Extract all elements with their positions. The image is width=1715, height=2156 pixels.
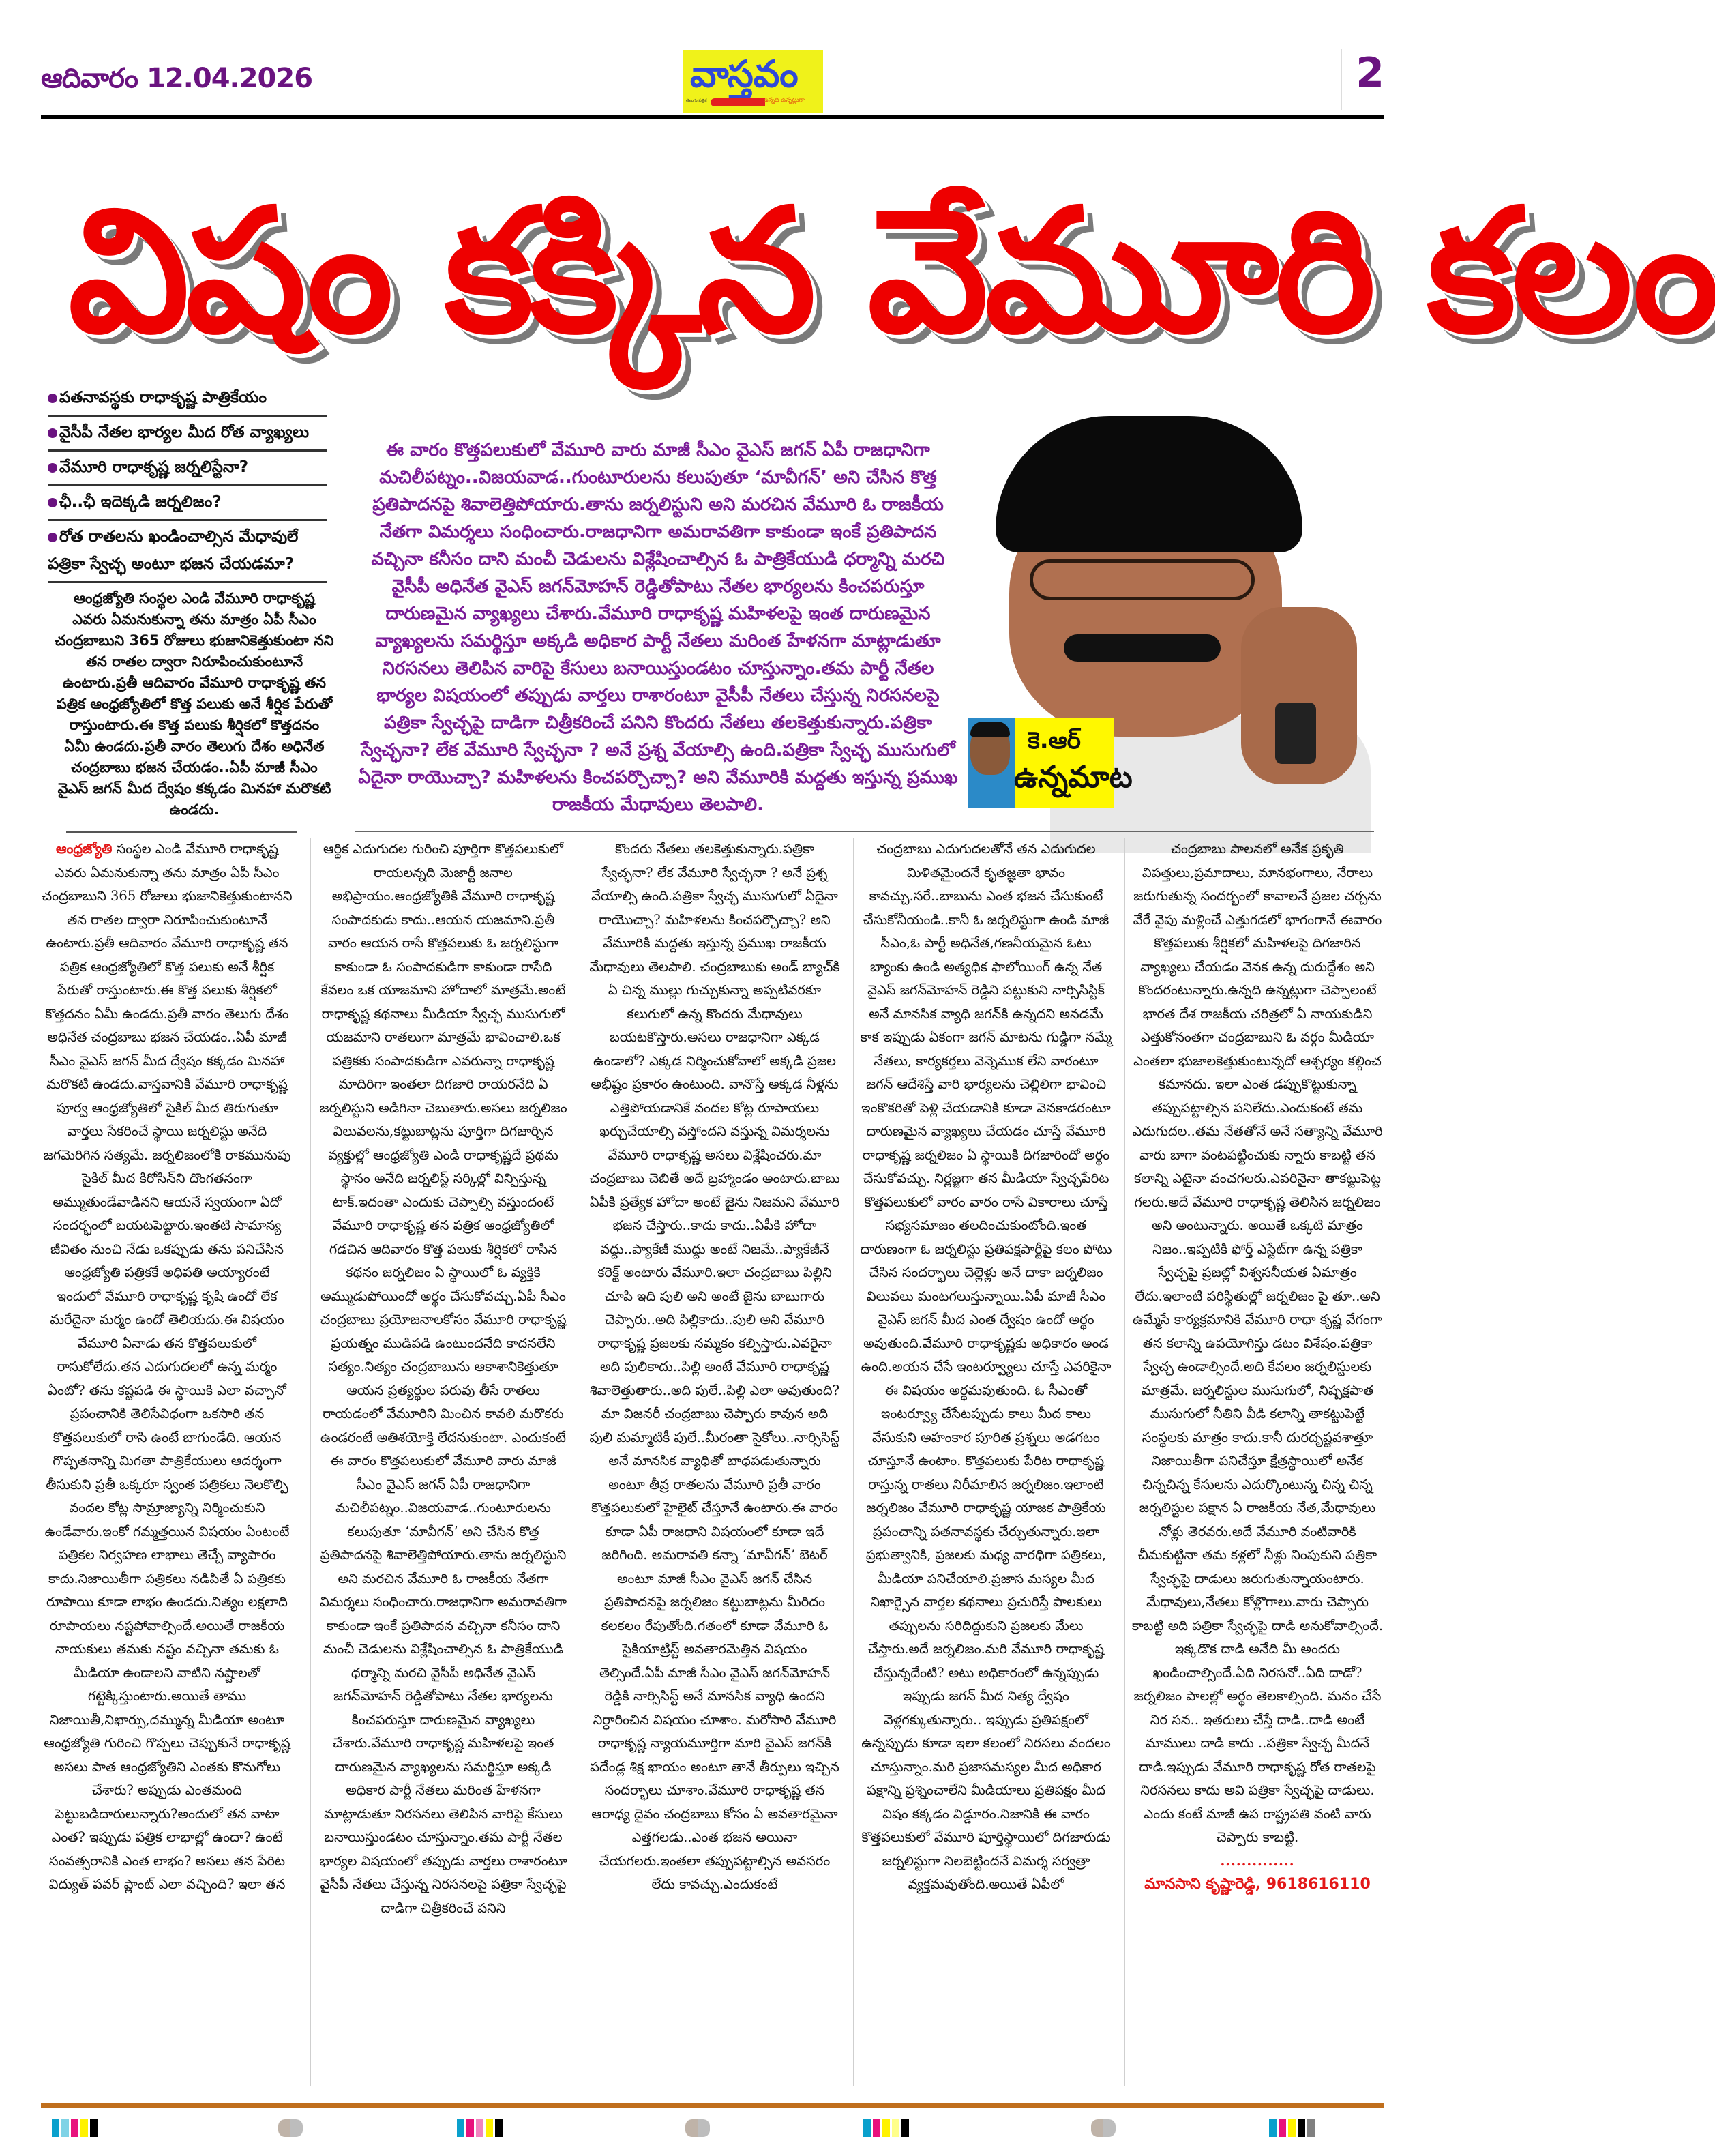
color-swatch bbox=[495, 2119, 503, 2137]
pen-icon bbox=[711, 98, 765, 106]
highlight-item: రోత రాతలను ఖండించాల్సిన మేధావులే bbox=[48, 521, 327, 548]
article-column-1 bbox=[41, 838, 293, 2086]
article-text: సంస్థల ఎండి వేమూరి రాధాకృష్ణ ఎవరు ఏమనుకున్నా తను మాత్రం ఏపీ సీఎం చంద్రబాబుని 365 రోజులు భుజానికెత్తుకుంటానని తన రాతల ద్వారా నిరూపించుకుంటూనే ఉంటారు.ప్రతీ ఆదివారం వేమూరి రాధాకృష్ణ తన పత్రిక ఆంధ్రజ్యోతిలో కొత్త పలుకు అనే శీర్షిక పేరుతో రాస్తుంటారు.ఈ కొత్త పలుకు శీర్షికలో కొత్తదనం ఏమీ ఉండదు.ప్రతీ వారం తెలుగు దేశం అధినేత చంద్రబాబు భజన చేయడం..ఏపీ మాజీ సీఎం వైఎస్ జగన్ మీద ద్వేషం కక్కడం మినహా మరొకటి ఉండదు.వాస్తవానికి వేమూరి రాధాకృష్ణ పూర్వ ఆంధ్రజ్యోతిలో సైకిల్ మీద తిరుగుతూ వార్తలు సేకరించే స్థాయి జర్నలిస్టు అనేది జగమెరిగిన సత్యమే. జర్నలిజంలోకి రాకమునుపు సైకిల్ మీద కిరోసిన్‌ని దొంగతనంగా అమ్ముతుండేవాడినని ఆయనే స్వయంగా ఏదో సందర్భంలో బయటపెట్టారు.ఇంతటి సామాన్య జీవితం నుంచి నేడు ఒకప్పుడు తను పనిచేసిన ఆంధ్రజ్యోతి పత్రికకే అధిపతి అయ్యారంటే ఇందులో వేమూరి రాధాకృష్ణ కృషి ఉందో లేక మరేదైనా మర్మం ఉందో తెలియదు.ఈ విషయం వేమూరి ఏనాడు తన కొత్తపలుకులో రాసుకోలేదు.తన ఎదుగుదలలో ఉన్న మర్మం ఏంటో? తను కష్టపడి ఈ స్థాయికి ఎలా వచ్చానో ప్రపంచానికి తెలిసేవిధంగా ఒకసారి తన కొత్తపలుకులో రాసి ఉంటే బాగుండేది. ఆయన గొప్పతనాన్ని మిగతా పాత్రికేయులు ఆదర్శంగా తీసుకుని ప్రతీ ఒక్కరూ స్వంత పత్రికలు నెలకొల్పి వందల కోట్ల సామ్రాజ్యాన్ని నిర్మించుకుని ఉండేవారు.ఇంకో గమ్మత్తయిన విషయం ఏంటంటే పత్రికల నిర్వహణ లాభాలు తెచ్చే వ్యాపారం కాదు.నిజాయితీగా పత్రికలు నడిపితే ఏ పత్రికకు రూపాయి కూడా లాభం ఉండదు.నిత్యం లక్షలాది రూపాయలు నష్టపోవాల్సిందే.అయితే రాజకీయ నాయకులు తమకు నష్టం వచ్చినా తమకు ఓ మీడియా ఉండాలని వాటిని నష్టాలతో గట్టెక్కిస్తుంటారు.అయితే తాము నిజాయితీ,నిఖార్సు,దమ్మున్న మీడియా అంటూ ఆంధ్రజ్యోతి గురించి గొప్పలు చెప్పుకునే రాధాకృష్ణ అసలు పాత ఆంధ్రజ్యోతిని ఎంతకు కొనుగోలు చేశారు? అప్పుడు ఎంతమంది పెట్టుబడిదారులున్నారు?అందులో తన వాటా ఎంత? ఇప్పుడు పత్రిక లాభాల్లో ఉందా? ఉంటే సంవత్సరానికి ఎంత లాభం? అసలు తన పేరిట విద్యుత్ పవర్ ప్లాంట్ ఎలా వచ్చింది? ఇలా తన bbox=[42, 841, 293, 1892]
columnist-badge bbox=[968, 718, 1133, 808]
highlight-item: ఛీ..ఛీ ఇదెక్కడి జర్నలిజం? bbox=[48, 486, 327, 521]
color-registration-bar bbox=[52, 2119, 98, 2137]
page-number: 2 bbox=[1356, 49, 1384, 97]
columnist-name: కె.ఆర్ bbox=[1028, 727, 1081, 754]
color-swatch bbox=[80, 2119, 88, 2137]
color-swatch bbox=[1279, 2119, 1286, 2137]
article-column-2 bbox=[317, 838, 569, 2086]
bullet-dot-icon bbox=[48, 498, 57, 507]
footer-rule bbox=[41, 2103, 1384, 2108]
highlight-item-continued: పత్రికా స్వేచ్ఛ అంటూ భజన చేయడమా? bbox=[48, 548, 327, 583]
signoff-dots: .............. bbox=[1220, 1852, 1295, 1869]
section-rule bbox=[355, 831, 1374, 832]
color-swatch bbox=[61, 2119, 69, 2137]
article-column-4 bbox=[860, 838, 1112, 2086]
bullet-dot-icon bbox=[48, 428, 57, 438]
registration-oval bbox=[278, 2119, 303, 2137]
color-swatch bbox=[1298, 2119, 1305, 2137]
article-body bbox=[41, 838, 1388, 2086]
color-swatch bbox=[901, 2119, 909, 2137]
bullet-dot-icon bbox=[48, 394, 57, 403]
color-swatch bbox=[863, 2119, 871, 2137]
logo-name: వాస్తవం bbox=[690, 53, 799, 95]
color-swatch bbox=[486, 2119, 493, 2137]
lead-paragraph: ఈ వారం కొత్తపలుకులో వేమూరి వారు మాజీ సీఎం వైఎస్ జగన్ ఏపీ రాజధానిగా మచిలీపట్నం..విజయవాడ..గుంటూరులను కలుపుతూ ‘మావీగన్’ అని చేసిన కొత్త ప్రతిపాదనపై శివాలెత్తిపోయారు.తాను జర్నలిస్టుని అని మరచిన వేమూరి ఓ రాజకీయ నేతగా విమర్శలు సంధించారు.రాజధానిగా అమరావతిగా కాకుండా ఇంకే ప్రతిపాదన వచ్చినా కనీసం దాని మంచీ చెడులను విశ్లేషించాల్సిన ఓ పాత్రికేయుడి ధర్మాన్ని మరచి వైసీపీ అధినేత వైఎస్ జగన్‌మోహన్ రెడ్డితోపాటు నేతల భార్యలను కించపరుస్తూ దారుణమైన వ్యాఖ్యలు చేశారు.వేమూరి రాధాకృష్ణ మహిళలపై ఇంత దారుణమైన వ్యాఖ్యలను సమర్థిస్తూ అక్కడి అధికార పార్టీ నేతలు మరింత హేళనగా మాట్లాడుతూ నిరసనలు తెలిపిన వారిపై కేసులు బనాయిస్తుండటం చూస్తున్నాం.తమ పార్టీ నేతల భార్యల విషయంలో తప్పుడు వార్తలు రాశారంటూ వైసీపీ నేతలు చేస్తున్న నిరసనలపై పత్రికా స్వేచ్ఛపై దాడిగా చిత్రీకరించే పనిని కొందరు నేతలు తలకెత్తుకున్నారు.పత్రికా స్వేచ్ఛనా? లేక వేమూరి స్వేచ్ఛనా ? అనే ప్రశ్న వేయాల్సి ఉంది.పత్రికా స్వేచ్ఛ ముసుగులో ఏదైనా రాయొచ్చా? మహిళలను కించపర్చొచ్చా? అని వేమూరికి మద్దతు ఇస్తున్న ప్రముఖ రాజకీయ మేధావులు తెలపాలి. bbox=[358, 440, 958, 815]
article-column-5 bbox=[1131, 838, 1384, 2086]
highlight-item: పతనావస్థకు రాధాకృష్ణ పాత్రికేయం bbox=[48, 382, 327, 417]
columnist-portrait bbox=[968, 718, 1015, 808]
logo-small-text: తెలుగు పత్రిక bbox=[686, 98, 707, 103]
column-title: ఉన్నమాట bbox=[1014, 760, 1133, 795]
color-registration-bar bbox=[457, 2119, 503, 2137]
color-swatch bbox=[1269, 2119, 1277, 2137]
newspaper-logo bbox=[683, 50, 823, 113]
registration-oval bbox=[685, 2119, 710, 2137]
registration-oval bbox=[1091, 2119, 1116, 2137]
highlight-item: వేమూరి రాధాకృష్ణ జర్నలిస్టేనా? bbox=[48, 452, 327, 486]
color-swatch bbox=[1307, 2119, 1315, 2137]
issue-date: ఆదివారం 12.04.2026 bbox=[41, 63, 313, 94]
article-text: కొందరు నేతలు తలకెత్తుకున్నారు.పత్రికా స్వేచ్ఛనా? లేక వేమూరి స్వేచ్ఛనా ? అనే ప్రశ్న వేయాల్సి ఉంది.పత్రికా స్వేచ్ఛ ముసుగులో ఏదైనా రాయొచ్చా? మహిళలను కించపర్చొచ్చా? అని వేమూరికి మద్దతు ఇస్తున్న ప్రముఖ రాజకీయ మేధావులు తెలపాలి. చంద్రబాబుకు అండ్ బ్యాచ్‌కి ఏ చిన్న ముల్లు గుచ్చుకున్నా అప్పటివరకూ కలుగులో ఉన్న కొందరు మేధావులు బయటకొస్తారు.అసలు రాజధానిగా ఎక్కడ ఉండాలో? ఎక్కడ నిర్మించుకోవాలో అక్కడి ప్రజల అభీష్టం ప్రకారం ఉంటుంది. వానొస్తే అక్కడ నీళ్లను ఎత్తిపోయడానికే వందల కోట్ల రూపాయలు ఖర్చుచేయాల్సి వస్తోందని వస్తున్న విమర్శలను వేమూరి రాధాకృష్ణ అసలు విశ్లేషించరు.మా చంద్రబాబు చెబితే అదే బ్రహ్మాండం అంటారు.బాబు ఏపీకి ప్రత్యేక హోదా అంటే జైను నిజమని వేమూరి భజన చేస్తారు..కాదు కాదు..ఏపీకి హోదా వద్దు..ప్యాకేజీ ముద్దు అంటే నిజమే..ప్యాకేజీనే కరెక్ట్ అంటారు వేమూరి.ఇలా చంద్రబాబు పిల్లిని చూపి ఇది పులి అని అంటే జైను బాబుగారు చెప్పారు..అది పిల్లికాదు..పులి అని వేమూరి రాధాకృష్ణ ప్రజలకు నమ్మకం కల్పిస్తారు.ఎవరైనా అది పులికాదు..పిల్లి అంటే వేమూరి రాధాకృష్ణ శివాలెత్తుతారు..అది పులే..పిల్లి ఎలా అవుతుంది? మా విజనరీ చంద్రబాబు చెప్పారు కావున అది పులి మమ్మాటికీ పులే..మీరంతా సైకోలు..నార్సిసిస్ట్ అనే మానసిక వ్యాధితో బాధపడుతున్నారు అంటూ తీవ్ర రాతలను వేమూరి ప్రతీ వారం కొత్తపలుకులో హైలైట్ చేస్తూనే ఉంటారు.ఈ వారం కూడా ఏపీ రాజధాని విషయంలో కూడా ఇదే జరిగింది. అమరావతి కన్నా ‘మావీగన్’ బెటర్ అంటూ మాజీ సీఎం వైఎస్ జగన్ చేసిన ప్రతిపాదనపై జర్నలిజం కట్టుబాట్లను మీరిదం కలకలం రేపుతోంది.గతంలో కూడా వేమూరి ఓ సైకియాట్రిస్ట్ అవతారమెత్తిన విషయం తెల్సిందే.ఏపీ మాజీ సీఎం వైఎస్ జగన్‌మోహన్ రెడ్డికి నార్సిసిస్ట్ అనే మానసిక వ్యాధి ఉందని నిర్ధారించిన విషయం చూశాం. మరోసారి వేమూరి రాధాకృష్ణ న్యాయమూర్తిగా మారి వైఎస్ జగన్‌కి పదేండ్ల శిక్ష ఖాయం అంటూ తానే తీర్పులు ఇచ్చిన సందర్భాలు చూశాం.వేమూరి రాధాకృష్ణ తన ఆరాధ్య దైవం చంద్రబాబు కోసం ఏ అవతారమైనా ఎత్తగలడు..ఎంత భజన అయినా చేయగలరు.ఇంతలా తప్పుపట్టాల్సిన అవసరం లేదు కావచ్చు.ఎందుకంటే bbox=[589, 841, 840, 1892]
color-swatch bbox=[466, 2119, 474, 2137]
color-swatch bbox=[873, 2119, 880, 2137]
color-swatch bbox=[476, 2119, 483, 2137]
masthead-rule bbox=[41, 115, 1384, 119]
highlights-list bbox=[48, 382, 327, 583]
column-divider bbox=[310, 838, 311, 2086]
article-text: చంద్రబాబు పాలనలో అనేక ప్రకృతి విపత్తులు,ప్రమాదాలు, మానభంగాలు, నేరాలు జరుగుతున్న సందర్భంలో కావాలనే ప్రజల చర్చను వేరే వైపు మళ్లించే ఎత్తుగడలో భాగంగానే ఈవారం కొత్తపలుకు శీర్షికలో మహిళలపై దిగజారిన వ్యాఖ్యలు చేయడం వెనక ఉన్న దురుద్దేశం అని కొందరంటున్నారు.ఉన్నది ఉన్నట్లుగా చెప్పాలంటే భారత దేశ రాజకీయ చరిత్రలో ఏ నాయకుడిని ఎత్తుకోనంతగా చంద్రబాబుని ఓ వర్గం మీడియా ఎంతలా భుజాలకెత్తుకుంటున్నదో ఆశ్చర్యం కల్గించ కమానదు. ఇలా ఎంత డప్పుకొట్టుకున్నా తప్పుపట్టాల్సిన పనిలేదు.ఎందుకంటే తమ ఎదుగుదల..తమ నేతతోనే అనే సత్యాన్ని వేమూరి వారు బాగా వంటపట్టించుకు న్నారు కాబట్టి తన కలాన్ని ఎటైనా వంచగలరు.ఎవరినైనా తాకట్టుపెట్ట గలరు.అదే వేమూరి రాధాకృష్ణ తెలిసిన జర్నలిజం అని అంటున్నారు. అయితే ఒక్కటి మాత్రం నిజం..ఇప్పటికి ఫోర్త్ ఎస్టేట్‌గా ఉన్న పత్రికా స్వేచ్ఛపై ప్రజల్లో విశ్వసనీయత ఏమాత్రం లేదు.ఇలాంటి పరిస్థితుల్లో జర్నలిజం పై తూ..అని ఉమ్మేసే కార్యక్రమానికి వేమూరి రాధా కృష్ణ వేగంగా తన కలాన్ని ఉపయోగిస్తు డటం విశేషం.పత్రికా స్వేచ్ఛ ఉండాల్సిందే.అది కేవలం జర్నలిస్టులకు మాత్రమే. జర్నలిస్టుల ముసుగులో, నిష్పక్షపాత ముసుగులో నీతిని వీడి కలాన్ని తాకట్టుపెట్టే సంస్థలకు మాత్రం కాదు.కానీ దురదృష్టవశాత్తూ నిజాయితీగా పనిచేస్తూ క్షేత్రస్థాయిలో అనేక చిన్నచిన్న కేసులను ఎదుర్కొంటున్న చిన్న చిన్న జర్నలిస్టుల పక్షాన ఏ రాజకీయ నేత,మేధావులు నోళ్లు తెరవరు.అదే వేమూరి వంటివారికి చీమకుట్టినా తమ కళ్లలో నీళ్లు నింపుకుని పత్రికా స్వేచ్ఛపై దాడులు జరుగుతున్నాయంటారు. మేధావులు,నేతలు కోళ్లొగాలు.వారు చెప్పారు కాబట్టి అది పత్రికా స్వేచ్ఛపై దాడి అనుకోవాల్సిందే. ఇక్కడొక దాడి అనేది మీ అందరు ఖండించాల్సిందే.ఏది నిరసనో..ఏది దాడో? జర్నలిజం పాలల్లో అర్థం తెలకాల్సింది. మనం చేసే నిర సన.. ఇతరులు చేస్తే దాడి..దాడి అంటే మాములు దాడి కాదు ..పత్రికా స్వేచ్ఛ మీదనే దాడి.ఇప్పుడు వేమూరి రాధాకృష్ణ రోత రాతలపై నిరసనలు కాదు అవి పత్రికా స్వేచ్ఛపై దాడులు. ఎందు కంటే మాజీ ఉప రాష్ట్రపతి వంటి వారు చెప్పారు కాబట్టి. bbox=[1131, 841, 1384, 1845]
article-column-3 bbox=[588, 838, 841, 2086]
highlight-item: వైసీపీ నేతల భార్యల మీద రోత వ్యాఖ్యలు bbox=[48, 417, 327, 452]
headline: విషం కక్కిన వేమూరి కలం bbox=[68, 172, 1715, 370]
page-number-divider bbox=[1341, 49, 1342, 110]
article-lead-word: ఆంధ్రజ్యోతి bbox=[55, 841, 113, 857]
column-divider bbox=[853, 838, 854, 2086]
author-signoff: మానసాని కృష్ణారెడ్డి, 9618616110 bbox=[1144, 1876, 1371, 1893]
column-divider bbox=[1124, 838, 1125, 2086]
bullet-dot-icon bbox=[48, 533, 57, 542]
color-swatch bbox=[1288, 2119, 1296, 2137]
article-text: చంద్రబాబు ఎదుగుదలతోనే తన ఎదుగుదల మిళితమైందనే కృతజ్ఞతా భావం కావచ్చు.సరే..బాబును ఎంత భజన చేసుకుంటే చేసుకోనీయండి..కానీ ఓ జర్నలిస్టుగా ఉండి మాజీ సీఎం,ఓ పార్టీ అధినేత,గణనీయమైన ఓటు బ్యాంకు ఉండి అత్యధిక ఫాలోయింగ్ ఉన్న నేత వైఎస్ జగన్‌మోహన్ రెడ్డిని పట్టుకుని నార్సిసిస్టిక్ అనే మానసిక వ్యాధి జగన్‌కి ఉన్నదని అనడమే కాక ఇప్పుడు ఏకంగా జగన్ మాటను గుడ్డిగా నమ్మే నేతలు, కార్యకర్తలు వెన్నెముక లేని వారంటూ జగన్ ఆదేశిస్తే వారి భార్యలను చెల్లిలిగా భావించి ఇంకొకరితో పెళ్లి చేయడానికి కూడా వెనకాడరంటూ దారుణమైన వ్యాఖ్యలు చేయడం చూస్తే వేమూరి రాధాకృష్ణ జర్నలిజం ఏ స్థాయికి దిగజారిందో అర్థం చేసుకోవచ్చు. నిర్లజ్జగా తన మీడియా స్వేచ్ఛపేరిట కొత్తపలుకులో వారం వారం రాసే వికారాలు చూస్తే సభ్యసమాజం తలదించుకుంటోంది.ఇంత దారుణంగా ఓ జర్నలిస్టు ప్రతిపక్షపార్టీపై కలం పోటు చేసిన సందర్భాలు చెల్లెళ్లు అనే దాకా జర్నలిజం విలువలు మంటగలుస్తున్నాయి.ఏపీ మాజీ సీఎం వైఎస్ జగన్ మీద ఎంత ద్వేషం ఉందో అర్థం అవుతుంది.వేమూరి రాధాకృష్ణకు అధికారం అండ ఉంది.అయన చేసే ఇంటర్వ్యూలు చూస్తే ఎవరికైనా ఈ విషయం అర్థమవుతుంది. ఓ సీఎంతో ఇంటర్వ్యూ చేసేటప్పుడు కాలు మీద కాలు వేసుకుని అహంకార పూరిత ప్రశ్నలు అడగటం చూస్తూనే ఉంటాం. కొత్తపలుకు పేరిట రాధాకృష్ణ రాస్తున్న రాతలు నిరీమాలిన జర్నలిజం.ఇలాంటి జర్నలిజం వేమూరి రాధాకృష్ణ యాజక పాత్రికేయ ప్రపంచాన్ని పతనావస్థకు చేర్చుతున్నారు.ఇలా ప్రభుత్వానికి, ప్రజలకు మధ్య వారధిగా పత్రికలు, మీడియా పనిచేయాలి.ప్రజాస మస్యల మీద నిఖార్సైన వార్తల కథనాలు ప్రచురిస్తే పాలకులు తప్పులను సరిదిద్దుకుని ప్రజలకు మేలు చేస్తారు.అదే జర్నలిజం.మరి వేమూరి రాధాకృష్ణ చేస్తున్నదేంటి? అటు అధికారంలో ఉన్నప్పుడు ఇప్పుడు జగన్ మీద నిత్య ద్వేషం వెళ్లగక్కుతున్నారు.. ఇప్పుడు ప్రతిపక్షంలో ఉన్నప్పుడు కూడా ఇలా కలంలో నిరసలు వందలం చూస్తున్నాం.మరి ప్రజాసమస్యల మీద అధికార పక్షాన్ని ప్రశ్నించాలేని మీడియాలు ప్రతిపక్షం మీద విషం కక్కడం విడ్డూరం.నిజానికి ఈ వారం కొత్తపలుకులో వేమూరి పూర్తిస్థాయిలో దిగజారుడు జర్నలిస్టుగా నిలబెట్టిందనే విమర్శ సర్వత్రా వ్యక్తమవుతోంది.అయితే ఏపీలో bbox=[860, 841, 1112, 1892]
color-swatch bbox=[52, 2119, 59, 2137]
color-swatch bbox=[457, 2119, 464, 2137]
masthead bbox=[41, 41, 1384, 117]
color-swatch bbox=[882, 2119, 890, 2137]
article-text: ఆర్థిక ఎదుగుదల గురించి పూర్తిగా కొత్తపలుకులో రాయలన్నది మెజార్టీ జనాల అభిప్రాయం.ఆంధ్రజ్యోతికి వేమూరి రాధాకృష్ణ సంపాదకుడు కాదు..ఆయన యజమాని.ప్రతీ వారం ఆయన రాసే కొత్తపలుకు ఓ జర్నలిస్టుగా కాకుండా ఓ సంపాదకుడిగా కాకుండా రాసేది కేవలం ఒక యాజమాని హోదాలో మాత్రమే.అంటే రాధాకృష్ణ కథనాలు మీడియా స్వేచ్ఛ ముసుగులో యజమాని రాతలుగా మాత్రమే భావించాలి.ఒక పత్రికకు సంపాదకుడిగా ఎవరున్నా రాధాకృష్ణ మాదిరిగా ఇంతలా దిగజారి రాయరనేది ఏ జర్నలిస్టుని అడిగినా చెబుతారు.అసలు జర్నలిజం విలువలను,కట్టుబాట్లను పూర్తిగా దిగజార్చిన వ్యక్తుల్లో ఆంధ్రజ్యోతి ఎండి రాధాకృష్ణదే ప్రథమ స్థానం అనేది జర్నలిస్ట్ సర్కిల్లో విన్పిస్తున్న టాక్.ఇదంతా ఎందుకు చెప్పాల్సి వస్తుందంటే వేమూరి రాధాకృష్ణ తన పత్రిక ఆంధ్రజ్యోతిలో గడచిన ఆదివారం కొత్త పలుకు శీర్షికలో రాసిన కథనం జర్నలిజం ఏ స్థాయిలో ఓ వ్యక్తికి అమ్ముడుపోయిందో అర్థం చేసుకోవచ్చు.ఏపీ సీఎం చంద్రబాబు ప్రయోజనాలకోసం వేమూరి రాధాకృష్ణ ప్రయత్నం ముడిపడి ఉంటుందనేది కాదనలేని సత్యం.నిత్యం చంద్రబాబును ఆకాశానికెత్తుతూ ఆయన ప్రత్యర్థుల పరువు తీసే రాతలు రాయడంలో వేమూరిని మించిన కావలి మరొకరు ఉండరంటే అతిశయోక్తి లేదనుకుంటా. ఎందుకంటే ఈ వారం కొత్తపలుకులో వేమూరి వారు మాజీ సీఎం వైఎస్ జగన్ ఏపీ రాజధానిగా మచిలీపట్నం..విజయవాడ..గుంటూరులను కలుపుతూ ‘మావీగన్’ అని చేసిన కొత్త ప్రతిపాదనపై శివాలెత్తిపోయారు.తాను జర్నలిస్టుని అని మరచిన వేమూరి ఓ రాజకీయ నేతగా విమర్శలు సంధించారు.రాజధానిగా అమరావతిగా కాకుండా ఇంకే ప్రతిపాదన వచ్చినా కనీసం దాని మంచీ చెడులను విశ్లేషించాల్సిన ఓ పాత్రికేయుడి ధర్మాన్ని మరచి వైసీపీ అధినేత వైఎస్ జగన్‌మోహన్ రెడ్డితోపాటు నేతల భార్యలను కించపరుస్తూ దారుణమైన వ్యాఖ్యలు చేశారు.వేమూరి రాధాకృష్ణ మహిళలపై ఇంత దారుణమైన వ్యాఖ్యలను సమర్థిస్తూ అక్కడి అధికార పార్టీ నేతలు మరింత హేళనగా మాట్లాడుతూ నిరసనలు తెలిపిన వారిపై కేసులు బనాయిస్తుండటం చూస్తున్నాం.తమ పార్టీ నేతల భార్యల విషయంలో తప్పుడు వార్తలు రాశారంటూ వైసీపీ నేతలు చేస్తున్న నిరసనలపై పత్రికా స్వేచ్ఛపై దాడిగా చిత్రీకరించే పనిని bbox=[319, 841, 567, 1916]
color-swatch bbox=[71, 2119, 78, 2137]
watch-icon bbox=[1275, 703, 1316, 764]
intro-rule bbox=[66, 831, 297, 833]
logo-tagline: ఉన్నది ఉన్నట్లుగా bbox=[764, 97, 805, 104]
intro-summary: ఆంధ్రజ్యోతి సంస్థల ఎండి వేమూరి రాధాకృష్ణ ఎవరు ఏమనుకున్నా తను మాత్రం ఏపీ సీఎం చంద్రబాబుని 365 రోజులు భుజానికెత్తుకుంటా నని తన రాతల ద్వారా నిరూపించుకుంటూనే ఉంటారు.ప్రతీ ఆదివారం వేమూరి రాధాకృష్ణ తన పత్రిక ఆంధ్రజ్యోతిలో కొత్త పలుకు అనే శీర్షిక పేరుతో రాస్తుంటారు.ఈ కొత్త పలుకు శీర్షికలో కొత్తదనం ఏమీ ఉండదు.ప్రతీ వారం తెలుగు దేశం అధినేత చంద్రబాబు భజన చేయడం..ఏపీ మాజీ సీఎం వైఎస్ జగన్ మీద ద్వేషం కక్కడం మినహా మరొకటి ఉండదు. bbox=[55, 590, 334, 818]
bullet-dot-icon bbox=[48, 463, 57, 473]
color-registration-bar bbox=[1269, 2119, 1315, 2137]
color-swatch bbox=[892, 2119, 899, 2137]
color-swatch bbox=[90, 2119, 98, 2137]
color-registration-bar bbox=[863, 2119, 909, 2137]
